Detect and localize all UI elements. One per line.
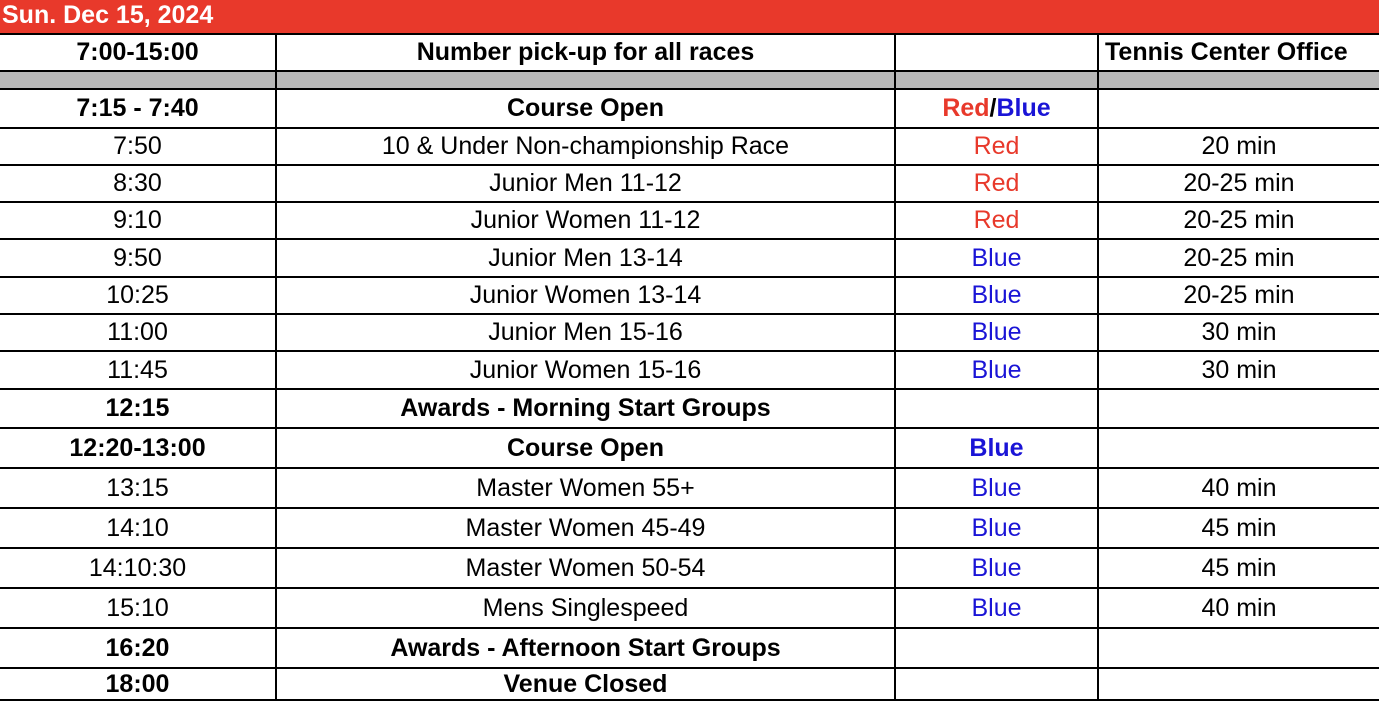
time-cell: 12:20-13:00 (0, 428, 276, 468)
duration-cell: 20-25 min (1098, 239, 1379, 277)
time-cell: 12:15 (0, 389, 276, 428)
table-row (0, 202, 1379, 239)
course-cell: Red/Blue (895, 89, 1098, 128)
duration-cell (1098, 668, 1379, 700)
table-row (0, 314, 1379, 351)
duration-cell: 20-25 min (1098, 277, 1379, 314)
table-row (0, 428, 1379, 468)
event-cell: 10 & Under Non-championship Race (276, 128, 895, 165)
table-row (0, 508, 1379, 548)
course-cell: Blue (895, 428, 1098, 468)
event-cell: Master Women 55+ (276, 468, 895, 508)
time-cell: 15:10 (0, 588, 276, 628)
duration-cell: 40 min (1098, 588, 1379, 628)
schedule-table (0, 33, 1379, 701)
course-cell: Blue (895, 239, 1098, 277)
event-cell: Master Women 50-54 (276, 548, 895, 588)
separator-row (0, 71, 1379, 89)
course-cell: Blue (895, 508, 1098, 548)
event-cell: Junior Men 15-16 (276, 314, 895, 351)
course-cell: Red (895, 128, 1098, 165)
course-cell: Red (895, 202, 1098, 239)
duration-cell: 20-25 min (1098, 202, 1379, 239)
course-cell (895, 389, 1098, 428)
duration-cell: 20 min (1098, 128, 1379, 165)
time-cell: 14:10:30 (0, 548, 276, 588)
table-row (0, 277, 1379, 314)
time-cell: 7:50 (0, 128, 276, 165)
time-cell: 16:20 (0, 628, 276, 668)
course-cell (895, 628, 1098, 668)
duration-cell (1098, 389, 1379, 428)
table-row (0, 588, 1379, 628)
table-row (0, 468, 1379, 508)
table-row (0, 389, 1379, 428)
event-cell: Junior Women 13-14 (276, 277, 895, 314)
event-cell: Junior Women 15-16 (276, 351, 895, 389)
date-banner: Sun. Dec 15, 2024 (0, 0, 1379, 33)
course-cell: Blue (895, 351, 1098, 389)
duration-cell: 30 min (1098, 314, 1379, 351)
table-row (0, 351, 1379, 389)
duration-cell (1098, 628, 1379, 668)
time-cell (0, 71, 276, 89)
time-cell: 13:15 (0, 468, 276, 508)
duration-cell: 45 min (1098, 508, 1379, 548)
duration-cell: 40 min (1098, 468, 1379, 508)
event-cell: Mens Singlespeed (276, 588, 895, 628)
time-cell: 14:10 (0, 508, 276, 548)
time-cell: 8:30 (0, 165, 276, 202)
time-cell: 7:00-15:00 (0, 34, 276, 71)
event-cell: Junior Women 11-12 (276, 202, 895, 239)
duration-cell: 20-25 min (1098, 165, 1379, 202)
event-cell: Venue Closed (276, 668, 895, 700)
time-cell: 7:15 - 7:40 (0, 89, 276, 128)
event-cell: Awards - Morning Start Groups (276, 389, 895, 428)
course-cell: Blue (895, 588, 1098, 628)
time-cell: 18:00 (0, 668, 276, 700)
time-cell: 11:00 (0, 314, 276, 351)
event-cell: Awards - Afternoon Start Groups (276, 628, 895, 668)
course-cell (895, 71, 1098, 89)
table-row (0, 89, 1379, 128)
duration-cell (1098, 428, 1379, 468)
course-cell: Blue (895, 277, 1098, 314)
time-cell: 10:25 (0, 277, 276, 314)
time-cell: 9:50 (0, 239, 276, 277)
event-cell: Course Open (276, 89, 895, 128)
course-cell: Red (895, 165, 1098, 202)
duration-cell: 30 min (1098, 351, 1379, 389)
table-row (0, 668, 1379, 700)
event-cell: Master Women 45-49 (276, 508, 895, 548)
duration-cell: Tennis Center Office (1098, 34, 1379, 71)
course-cell: Blue (895, 468, 1098, 508)
course-cell: Blue (895, 548, 1098, 588)
table-row (0, 165, 1379, 202)
duration-cell (1098, 89, 1379, 128)
course-cell: Blue (895, 314, 1098, 351)
event-cell: Junior Men 11-12 (276, 165, 895, 202)
time-cell: 9:10 (0, 202, 276, 239)
duration-cell: 45 min (1098, 548, 1379, 588)
duration-cell (1098, 71, 1379, 89)
table-row (0, 548, 1379, 588)
course-cell (895, 668, 1098, 700)
event-cell: Junior Men 13-14 (276, 239, 895, 277)
table-row (0, 34, 1379, 71)
table-row (0, 239, 1379, 277)
event-cell: Number pick-up for all races (276, 34, 895, 71)
event-cell: Course Open (276, 428, 895, 468)
course-cell (895, 34, 1098, 71)
event-cell (276, 71, 895, 89)
time-cell: 11:45 (0, 351, 276, 389)
table-row (0, 128, 1379, 165)
table-row (0, 628, 1379, 668)
